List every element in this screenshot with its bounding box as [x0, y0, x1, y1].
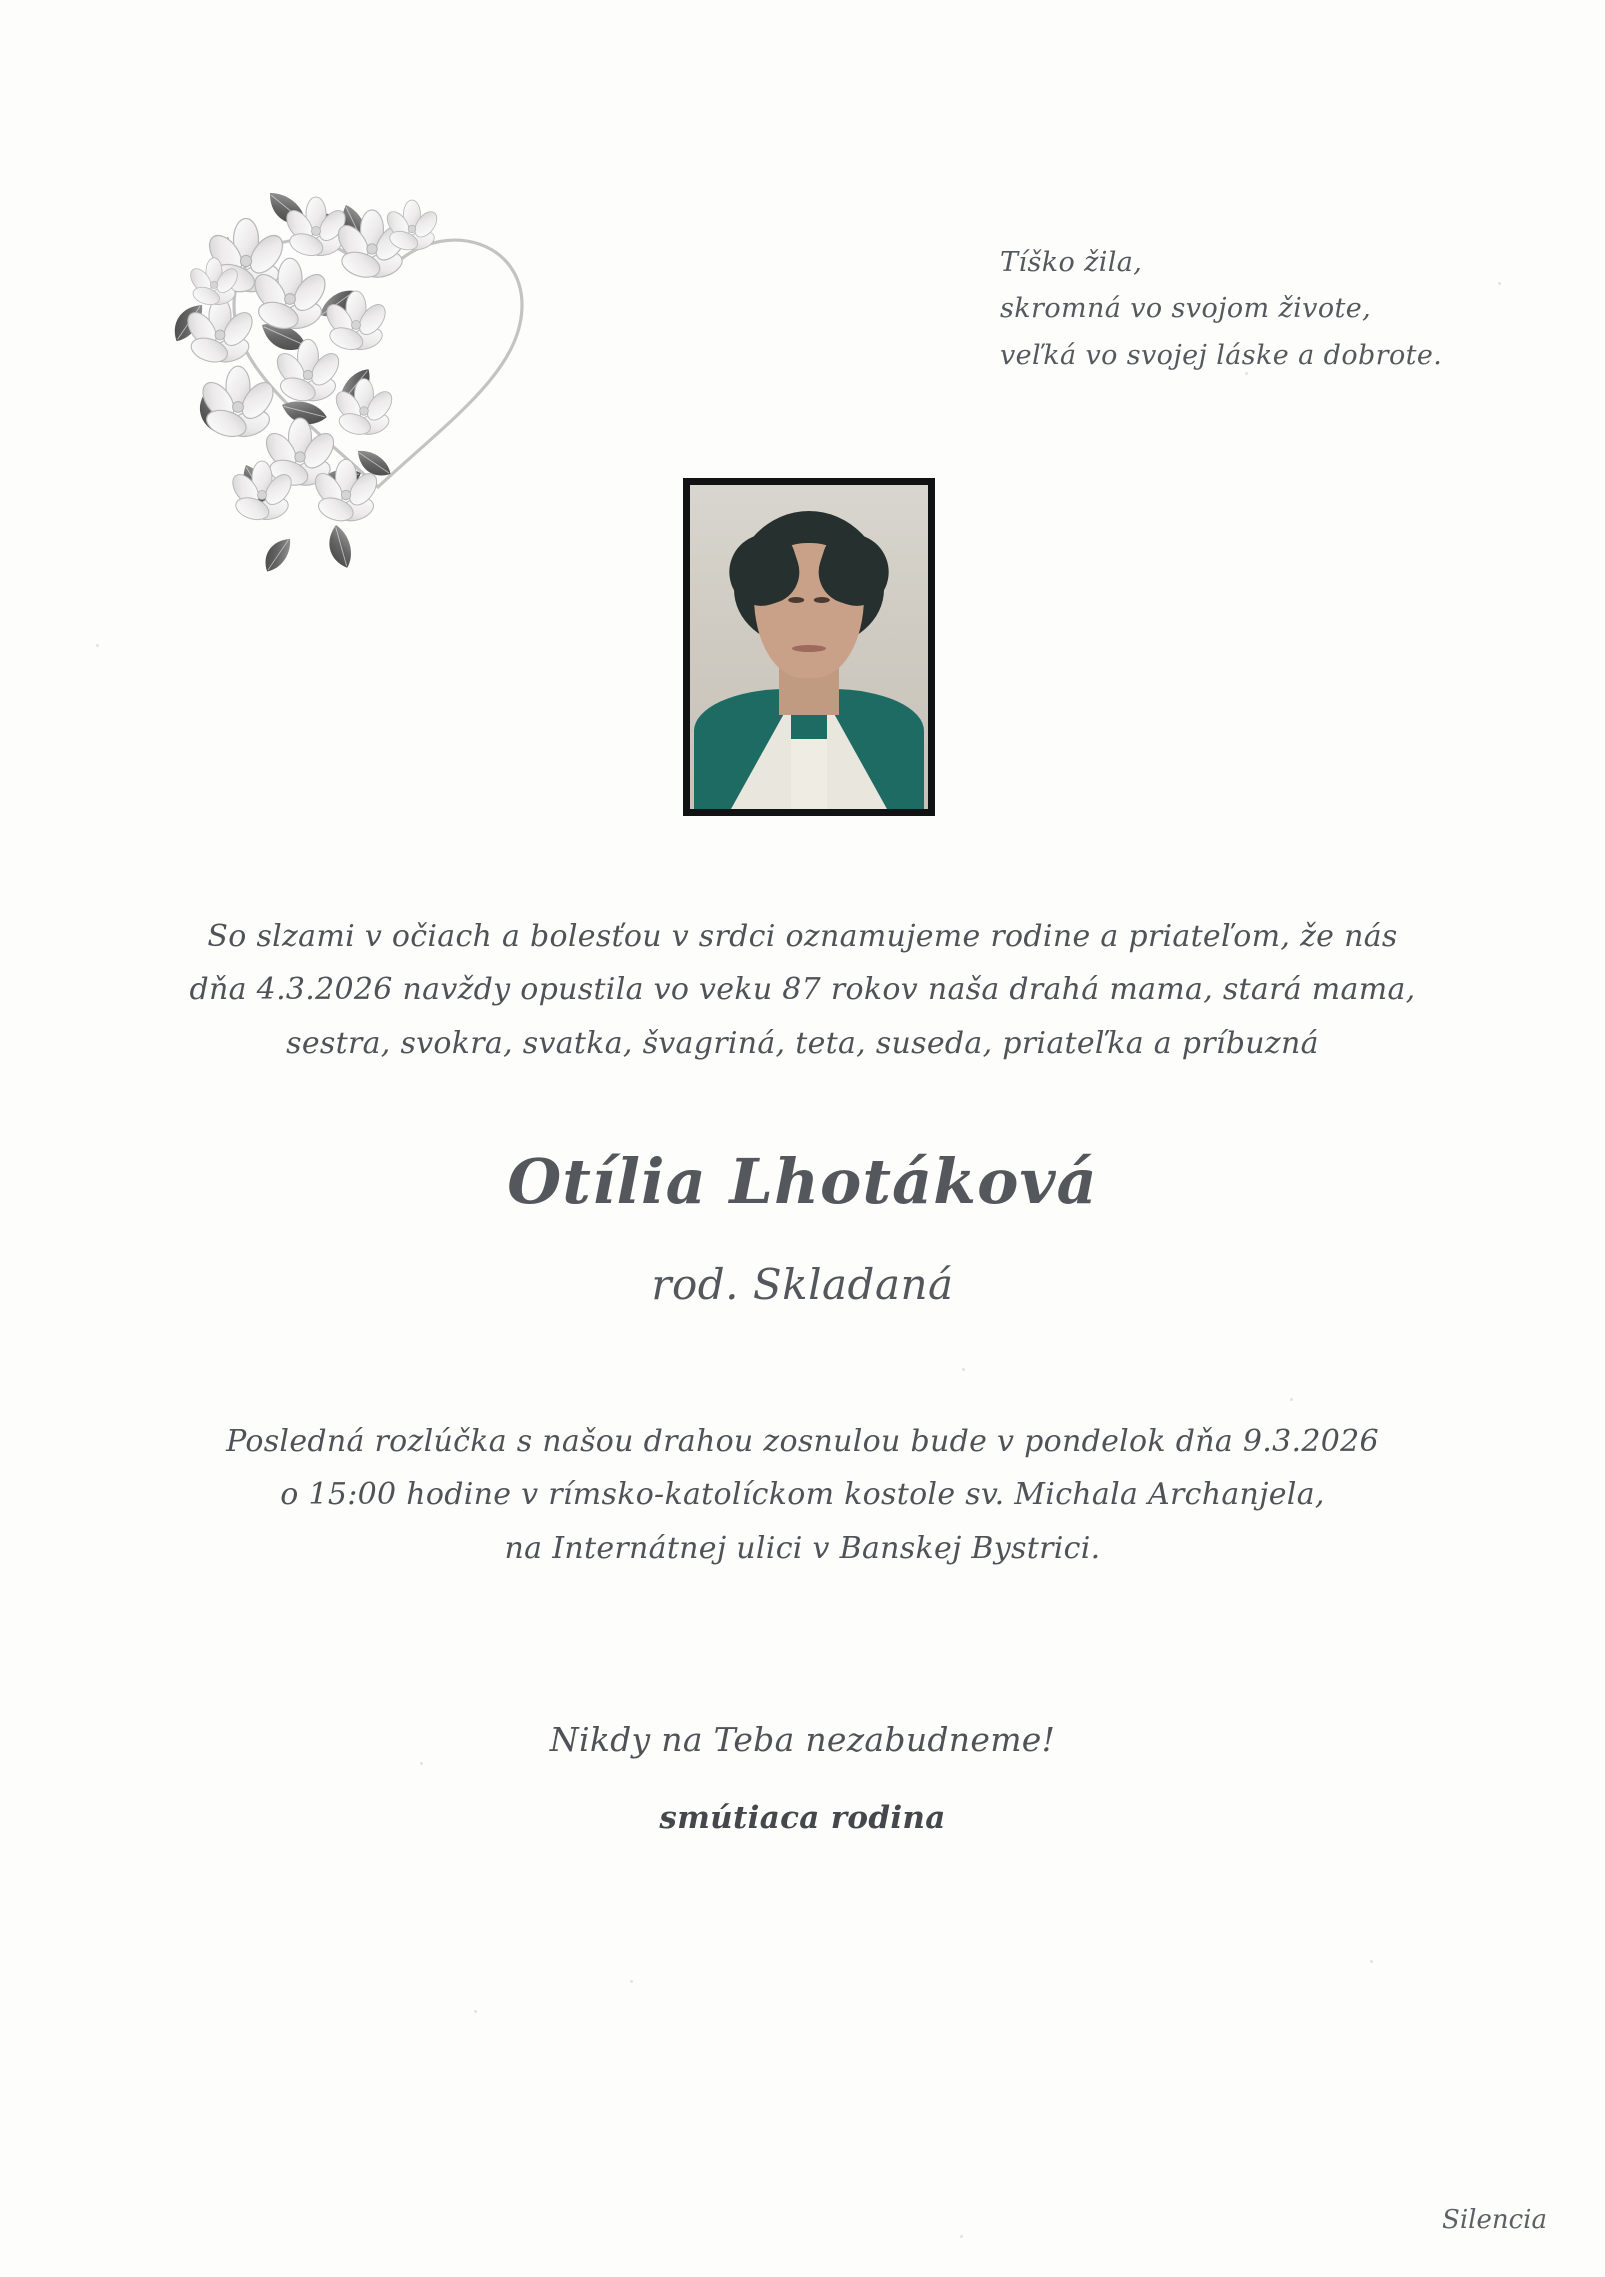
portrait-mouth: [792, 645, 826, 652]
ceremony-line: na Internátnej ulici v Banskej Bystrici.: [504, 1530, 1101, 1566]
portrait-collar-left: [731, 701, 791, 809]
verse-line: veľká vo svojej láske a dobrote.: [1000, 339, 1443, 371]
announcement-line: dňa 4.3.2026 navždy opustila vo veku 87 rokov naša drahá mama, stará mama,: [189, 972, 1416, 1008]
publisher-credit: Silencia: [1442, 2205, 1547, 2235]
ceremony-line: o 15:00 hodine v rímsko-katolíckom kostole sv. Michala Archanjela,: [280, 1477, 1325, 1513]
paper-speck: [1290, 1398, 1293, 1401]
paper-speck: [630, 1980, 633, 1983]
paper-speck: [96, 644, 99, 647]
verse-line: skromná vo svojom živote,: [1000, 293, 1372, 325]
ceremony-line: Posledná rozlúčka s našou drahou zosnulou bude v pondelok dňa 9.3.2026: [226, 1424, 1379, 1459]
deceased-maiden-name: rod. Skladaná: [651, 1260, 954, 1309]
paper-speck: [474, 2010, 477, 2013]
announcement-line: sestra, svokra, svatka, švagriná, teta, suseda, priateľka a príbuzná: [286, 1025, 1319, 1061]
portrait-eye-left: [788, 597, 804, 603]
paper-speck: [420, 1762, 423, 1765]
portrait-image: [690, 485, 928, 809]
floral-heart-ornament: [150, 165, 610, 625]
portrait-eye-right: [814, 597, 830, 603]
paper-speck: [960, 2235, 963, 2238]
announcement-line: So slzami v očiach a bolesťou v srdci oznamujeme rodine a priateľom, že nás: [207, 919, 1398, 954]
verse-block: [1000, 240, 1560, 379]
farewell-message: Nikdy na Teba nezabudneme!: [549, 1720, 1056, 1759]
verse-line: Tíško žila,: [1000, 247, 1143, 278]
portrait-photo-of-deceased: [683, 478, 935, 816]
ceremony-details: [120, 1415, 1485, 1575]
announcement-text: [120, 910, 1485, 1070]
paper-speck: [1370, 1960, 1373, 1963]
signed-by: smútiaca rodina: [659, 1800, 946, 1836]
portrait-collar-right: [827, 701, 887, 809]
deceased-name: Otília Lhotáková: [507, 1145, 1098, 1218]
paper-speck: [962, 1368, 965, 1371]
